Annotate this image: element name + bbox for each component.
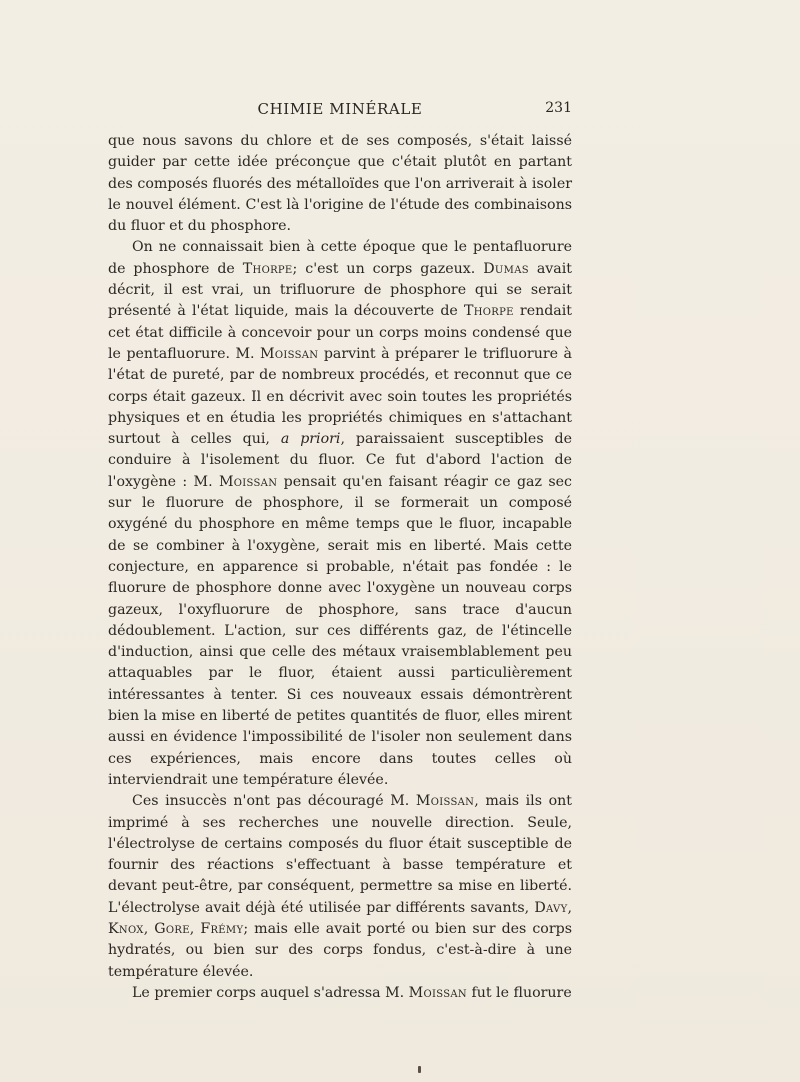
author-name-knox: Knox: [108, 920, 144, 937]
page-number: 231: [545, 100, 572, 116]
p3-text-e: ,: [189, 920, 201, 937]
paragraph-2: [108, 237, 572, 791]
author-name-moissan: Moissan: [260, 345, 319, 362]
text-body: [108, 131, 572, 1004]
author-name-thorpe: Thorpe: [242, 260, 293, 277]
p2-text-d: rendait cet état difficile à concevoir pour un corps moins condensé que le pentafluorure. M.: [108, 303, 573, 362]
paragraph-1: [108, 131, 572, 237]
p3-text-b: , mais ils ont imprimé à ses recherches une nouvelle direction. Seule, l'électrolyse de certains composés du fluor était susceptible de fournir des réactions s'effectuant à basse température et devant peut-être, par conséquent, permettre sa mise en liberté. L'électrolyse avait déjà été utilisée par différents savants,: [108, 793, 572, 916]
author-name-gore: Gore: [154, 920, 190, 937]
p3-text-d: ,: [143, 920, 155, 937]
p2-text-c: avait décrit, il est vrai, un trifluorure de phosphore qui se serait présenté à l'état liquide, mais la découverte de: [108, 260, 572, 320]
p3-text-f: ; mais elle avait porté ou bien sur des corps hydratés, ou bien sur des corps fondus, c'est-à-dire à une température élevée.: [108, 920, 572, 980]
running-title: CHIMIE MINÉRALE: [257, 100, 423, 118]
latin-phrase: a priori: [280, 431, 341, 448]
p2-text-g: pensait qu'en faisant réagir ce gaz sec sur le fluorure de phosphore, il se formerait un composé oxygéné du phosphore en même temps que le fluor, incapable de se combiner à l'oxygène, serait mis en liberté. Mais cette conjecture, en apparence si probable, n'était pas fondée : le fluorure de phosphore donne avec l'oxygène un nouveau corps gazeux, l'oxyfluorure de phosphore, sans trace d'aucun dédoublement. L'action, sur ces différents gaz, de l'étincelle d'induction, ainsi que celle des métaux vraisemblablement peu attaquables par le fluor, étaient aussi particulièrement intéressantes à tenter. Si ces nouveaux essais démontrèrent bien la mise en liberté de petites quantités de fluor, elles mirent aussi en évidence l'impossibilité de l'isoler non seulement dans ces expériences, mais encore dans toutes celles où interviendrait une température élevée.: [108, 473, 572, 788]
author-name-dumas: Dumas: [483, 260, 529, 277]
author-name-davy: Davy: [534, 899, 568, 916]
paragraph-3: [108, 791, 572, 983]
author-name-moissan: Moissan: [408, 984, 467, 1001]
ink-mark: [418, 1066, 421, 1073]
paragraph-1-text: que nous savons du chlore et de ses composés, s'était laissé guider par cette idée préconçue que c'était plutôt en partant des composés fluorés des métalloïdes que l'on arriverait à isoler le nouvel élément. C'est là l'origine de l'étude des combinaisons du fluor et du phosphore.: [108, 133, 572, 235]
p2-text-b: ; c'est un corps gazeux.: [292, 260, 484, 277]
p2-text-a: On ne connaissait bien à cette époque que le pentafluorure de phosphore de: [108, 239, 572, 277]
author-name-fremy: Frémy: [200, 920, 244, 937]
p3-text-c: ,: [567, 899, 572, 916]
page-header: [108, 100, 572, 122]
p3-text-a: Ces insuccès n'ont pas découragé M.: [132, 793, 416, 810]
p2-text-e: parvint à préparer le trifluorure à l'état de pureté, par de nombreux procédés, et reconnut que ce corps était gazeux. Il en décrivit avec soin toutes les propriétés physiques et en étudia les propriétés chimiques en s'attachant surtout à celles qui,: [108, 345, 572, 448]
p2-text-f: , paraissaient susceptibles de conduire à l'isolement du fluor. Ce fut d'abord l'action de l'oxygène : M.: [108, 431, 573, 490]
paragraph-4: [108, 983, 572, 1004]
author-name-moissan: Moissan: [218, 473, 278, 490]
p4-text-b: fut le fluorure: [466, 984, 572, 1001]
author-name-thorpe: Thorpe: [464, 303, 514, 320]
author-name-moissan: Moissan: [415, 793, 475, 810]
p4-text-a: Le premier corps auquel s'adressa M.: [132, 984, 409, 1001]
